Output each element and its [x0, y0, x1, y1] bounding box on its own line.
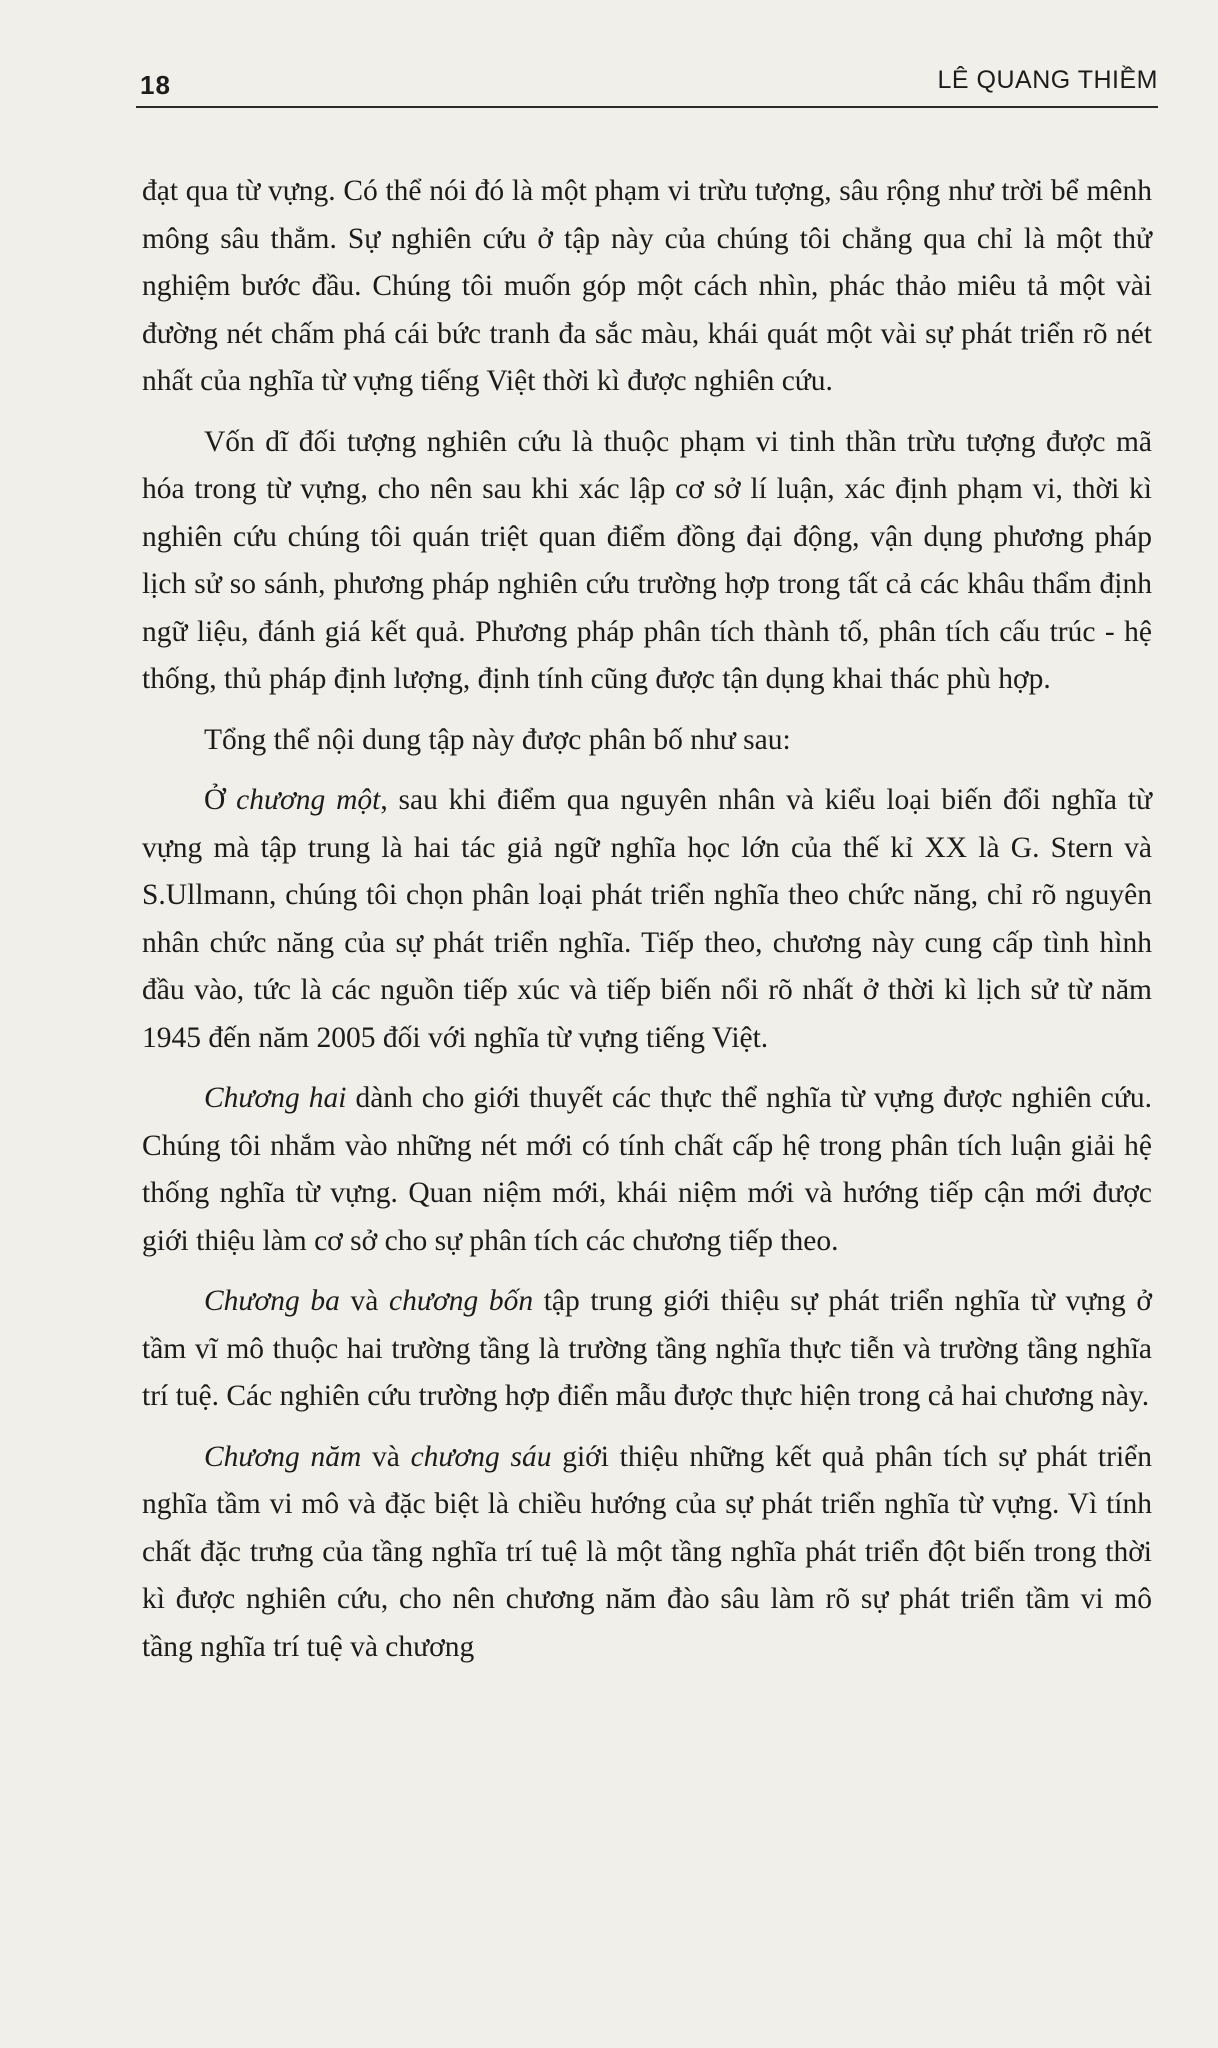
chapter-reference-one: chương một [236, 784, 381, 816]
paragraph-6-text: tập trung giới thiệu sự phát triển nghĩa từ vựng ở tầm vĩ mô thuộc hai trường tầng là trường tầng nghĩa thực tiễn và trường tầng nghĩa trí tuệ. Các nghiên cứu trường hợp điển mẫu được thực hiện trong cả hai chương này. [142, 1285, 1153, 1412]
running-head-author: LÊ QUANG THIỀM [937, 66, 1158, 94]
chapter-reference-four: chương bốn [389, 1285, 534, 1317]
chapter-reference-two: Chương hai [204, 1082, 347, 1114]
paragraph-7-text: giới thiệu những kết quả phân tích sự phát triển nghĩa tầm vi mô và đặc biệt là chiều hướng của sự phát triển nghĩa từ vựng. Vì tính chất đặc trưng của tầng nghĩa trí tuệ là một tầng nghĩa phát triển đột biến trong thời kì được nghiên cứu, cho nên chương năm đào sâu làm rõ sự phát triển tầm vi mô tầng nghĩa trí tuệ và chương [142, 1440, 1152, 1663]
paragraph-7-connector: và [361, 1440, 411, 1473]
paragraph-4 [142, 777, 1152, 1062]
paragraph-5-text: dành cho giới thuyết các thực thể nghĩa từ vựng được nghiên cứu. Chúng tôi nhắm vào những nét mới có tính chất cấp hệ trong phân tích luận giải hệ thống nghĩa từ vựng. Quan niệm mới, khái niệm mới và hướng tiếp cận mới được giới thiệu làm cơ sở cho sự phân tích các chương tiếp theo. [142, 1082, 1152, 1257]
paragraph-5 [142, 1075, 1152, 1265]
page-header [136, 62, 1158, 110]
paragraph-3: Tổng thể nội dung tập này được phân bố như sau: [204, 723, 791, 756]
chapter-reference-five: Chương năm [204, 1440, 362, 1473]
paragraph-1: đạt qua từ vựng. Có thể nói đó là một phạm vi trừu tượng, sâu rộng như trời bể mênh mông sâu thẳm. Sự nghiên cứu ở tập này của chúng tôi chẳng qua chỉ là một thử nghiệm bước đầu. Chúng tôi muốn góp một cách nhìn, phác thảo miêu tả một vài đường nét chấm phá cái bức tranh đa sắc màu, khái quát một vài sự phát triển rõ nét nhất của nghĩa từ vựng tiếng Việt thời kì được nghiên cứu. [142, 175, 1152, 397]
paragraph-7 [142, 1434, 1152, 1672]
paragraph-6-connector: và [339, 1285, 390, 1317]
paragraph-4-lead: Ở [204, 784, 237, 816]
page-number: 18 [140, 70, 171, 100]
chapter-reference-six: chương sáu [410, 1440, 552, 1473]
body-text [142, 168, 1152, 1671]
paragraph-2: Vốn dĩ đối tượng nghiên cứu là thuộc phạm vi tinh thần trừu tượng được mã hóa trong từ vựng, cho nên sau khi xác lập cơ sở lí luận, xác định phạm vi, thời kì nghiên cứu chúng tôi quán triệt quan điểm đồng đại động, vận dụng phương pháp lịch sử so sánh, phương pháp nghiên cứu trường hợp trong tất cả các khâu thẩm định ngữ liệu, đánh giá kết quả. Phương pháp phân tích thành tố, phân tích cấu trúc - hệ thống, thủ pháp định lượng, định tính cũng được tận dụng khai thác phù hợp. [142, 425, 1152, 695]
paragraph-4-text: , sau khi điểm qua nguyên nhân và kiểu loại biến đổi nghĩa từ vựng mà tập trung là hai tác giả ngữ nghĩa học lớn của thế kỉ XX là G. Stern và S.Ullmann, chúng tôi chọn phân loại phát triển nghĩa theo chức năng, chỉ rõ nguyên nhân chức năng của sự phát triển nghĩa. Tiếp theo, chương này cung cấp tình hình đầu vào, tức là các nguồn tiếp xúc và tiếp biến nổi rõ nhất ở thời kì lịch sử từ năm 1945 đến năm 2005 đối với nghĩa từ vựng tiếng Việt. [142, 784, 1152, 1054]
header-rule [136, 106, 1158, 108]
paragraph-6 [142, 1278, 1152, 1421]
chapter-reference-three: Chương ba [204, 1285, 340, 1317]
